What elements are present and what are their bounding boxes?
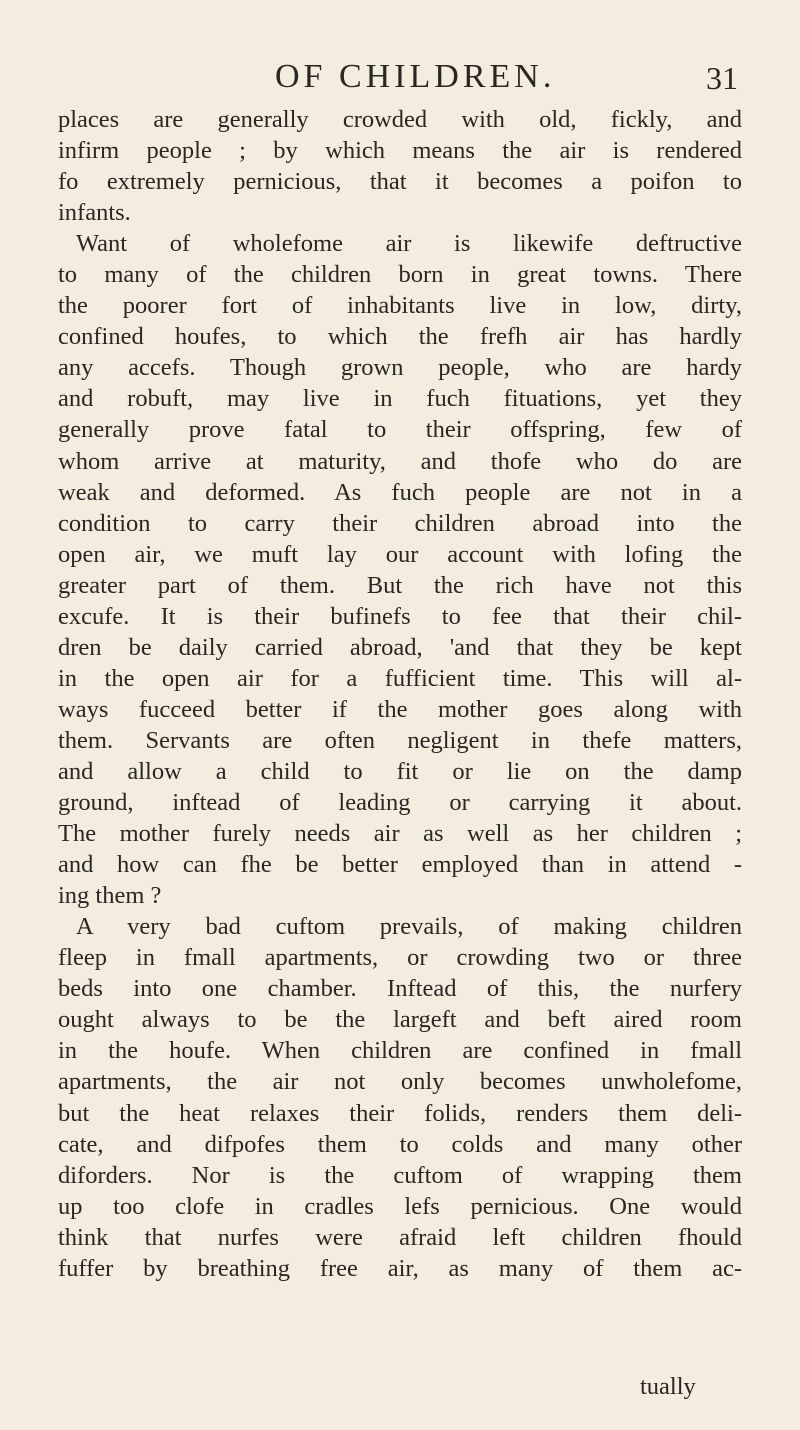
running-head-title: OF CHILDREN. <box>275 58 556 95</box>
catchword: tually <box>640 1373 696 1400</box>
text-line: whom arrive at maturity, and thofe who do are <box>58 447 742 475</box>
text-line: ground, inftead of leading or carrying it about. <box>58 789 742 817</box>
text-line: them. Servants are often negligent in thefe matters, <box>58 726 742 754</box>
body-text <box>58 104 742 1284</box>
text-line: apartments, the air not only becomes unwholefome, <box>58 1068 742 1096</box>
text-line: ways fucceed better if the mother goes along with <box>58 695 742 723</box>
text-line: diforders. Nor is the cuftom of wrapping them <box>58 1161 742 1189</box>
text-line: open air, we muft lay our account with lofing the <box>58 540 742 568</box>
text-line: fleep in fmall apartments, or crowding two or three <box>58 944 742 972</box>
text-line: up too clofe in cradles lefs pernicious. One would <box>58 1192 742 1220</box>
text-line: and how can fhe be better employed than in attend - <box>58 851 742 879</box>
text-line: and allow a child to fit or lie on the damp <box>58 757 742 785</box>
text-line: but the heat relaxes their folids, renders them deli- <box>58 1099 742 1127</box>
text-line: ought always to be the largeft and beft aired room <box>58 1006 742 1034</box>
text-line: fuffer by breathing free air, as many of them ac- <box>58 1254 742 1282</box>
text-line: condition to carry their children abroad into the <box>58 509 742 537</box>
text-line: A very bad cuftom prevails, of making children <box>76 913 742 941</box>
text-line: any accefs. Though grown people, who are hardy <box>58 354 742 382</box>
text-line: dren be daily carried abroad, 'and that they be kept <box>58 633 742 661</box>
text-line: greater part of them. But the rich have not this <box>58 571 742 599</box>
text-line: in the open air for a fufficient time. This will al- <box>58 664 742 692</box>
text-line: infants. <box>58 199 131 227</box>
text-line: ing them ? <box>58 882 162 910</box>
text-line: generally prove fatal to their offspring, few of <box>58 416 742 444</box>
text-line: to many of the children born in great towns. There <box>58 261 742 289</box>
text-line: fo extremely pernicious, that it becomes a poifon to <box>58 168 742 196</box>
text-line: and robuft, may live in fuch fituations, yet they <box>58 385 742 413</box>
text-line: excufe. It is their bufinefs to fee that their chil- <box>58 602 742 630</box>
text-line: The mother furely needs air as well as her children ; <box>58 820 742 848</box>
running-head <box>0 58 800 98</box>
text-line: weak and deformed. As fuch people are not in a <box>58 478 742 506</box>
text-line: infirm people ; by which means the air is rendered <box>58 137 742 165</box>
text-line: places are generally crowded with old, fickly, and <box>58 106 742 133</box>
text-line: confined houfes, to which the frefh air has hardly <box>58 323 742 351</box>
text-line: the poorer fort of inhabitants live in low, dirty, <box>58 292 742 320</box>
page-number: 31 <box>706 60 738 96</box>
text-line: Want of wholefome air is likewife deftructive <box>76 230 742 258</box>
text-line: beds into one chamber. Inftead of this, the nurfery <box>58 975 742 1003</box>
text-line: cate, and difpofes them to colds and many other <box>58 1130 742 1158</box>
text-line: in the houfe. When children are confined in fmall <box>58 1037 742 1065</box>
text-line: think that nurfes were afraid left children fhould <box>58 1223 742 1251</box>
